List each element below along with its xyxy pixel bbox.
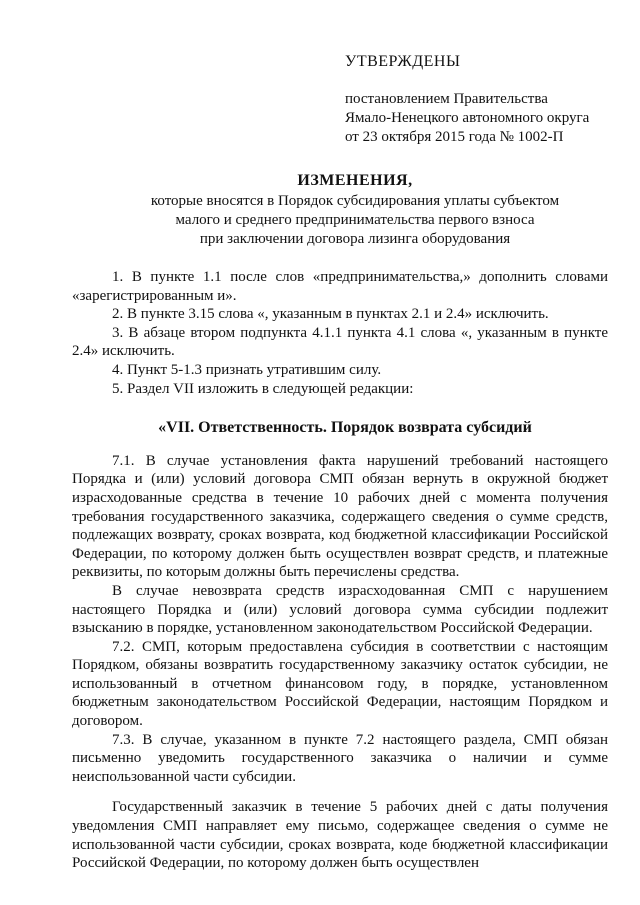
title-main: ИЗМЕНЕНИЯ, xyxy=(297,172,413,189)
paragraph-gap xyxy=(72,786,608,798)
document-title xyxy=(0,170,640,249)
amendment-item: 5. Раздел VII изложить в следующей редакции: xyxy=(112,380,414,397)
amendment-item: 1. В пункте 1.1 после слов «предпринимательства,» дополнить словами «зарегистрированным и». xyxy=(72,269,608,304)
title-line: при заключении договора лизинга оборудования xyxy=(199,231,511,247)
section-paragraph: 7.3. В случае, указанном в пункте 7.2 настоящего раздела, СМП обязан письменно уведомить государственного заказчика о наличии и сумме неиспользованной части субсидии. xyxy=(72,731,608,785)
amendment-item: 3. В абзаце втором подпункта 4.1.1 пункта 4.1 слова «, указанным в пункте 2.4» исключить. xyxy=(72,324,608,360)
approval-line: постановлением Правительства xyxy=(345,91,548,107)
amendment-item: 4. Пункт 5-1.3 признать утратившим силу. xyxy=(112,361,382,378)
section-paragraph: 7.1. В случае установления факта нарушений требований настоящего Порядка и (или) условий договора СМП обязан вернуть в окружной бюджет израсходованные средства в течение 10 рабочих дней с момента получения требования государственного заказчика, содержащего сведения о сумме средств, подлежащих возврату, сроках возврата, код бюджетной классификации Российской Федерации, по которому должен быть осуществлен возврат средств, и платежные реквизиты, по которым должны быть перечислены средства. xyxy=(72,452,608,581)
approval-block xyxy=(345,52,589,147)
section-paragraph: Государственный заказчик в течение 5 рабочих дней с даты получения уведомления СМП направляет ему письмо, содержащее сведения о сумме не использованной части субсидии, сроках возврата, коде бюджетной классификации Российской Федерации, по которому должен быть осуществлен xyxy=(72,799,608,872)
title-line: малого и среднего предпринимательства первого взноса xyxy=(175,212,535,228)
section-paragraph: 7.2. СМП, которым предоставлена субсидия в соответствии с настоящим Порядком, обязаны возвратить государственному заказчику остаток субсидии, не использованный в отчетном финансовом году, в порядке, установленном бюджетным законодательством Российской Федерации, настоящим Порядком и договором. xyxy=(72,638,608,730)
document-body xyxy=(72,268,608,873)
section-heading: «VII. Ответственность. Порядок возврата субсидий xyxy=(158,419,532,437)
approval-line: от 23 октября 2015 года № 1002-П xyxy=(345,129,564,145)
section-paragraph: В случае невозврата средств израсходованная СМП с нарушением настоящего Порядка и (или) условий договора сумма субсидии подлежит взысканию в порядке, установленном законодательством Российской Федерации. xyxy=(72,582,608,637)
approval-heading: УТВЕРЖДЕНЫ xyxy=(345,53,461,70)
approval-line: Ямало-Ненецкого автономного округа xyxy=(345,110,590,126)
title-line: которые вносятся в Порядок субсидирования уплаты субъектом xyxy=(150,193,560,209)
amendment-item: 2. В пункте 3.15 слова «, указанным в пунктах 2.1 и 2.4» исключить. xyxy=(112,306,549,323)
